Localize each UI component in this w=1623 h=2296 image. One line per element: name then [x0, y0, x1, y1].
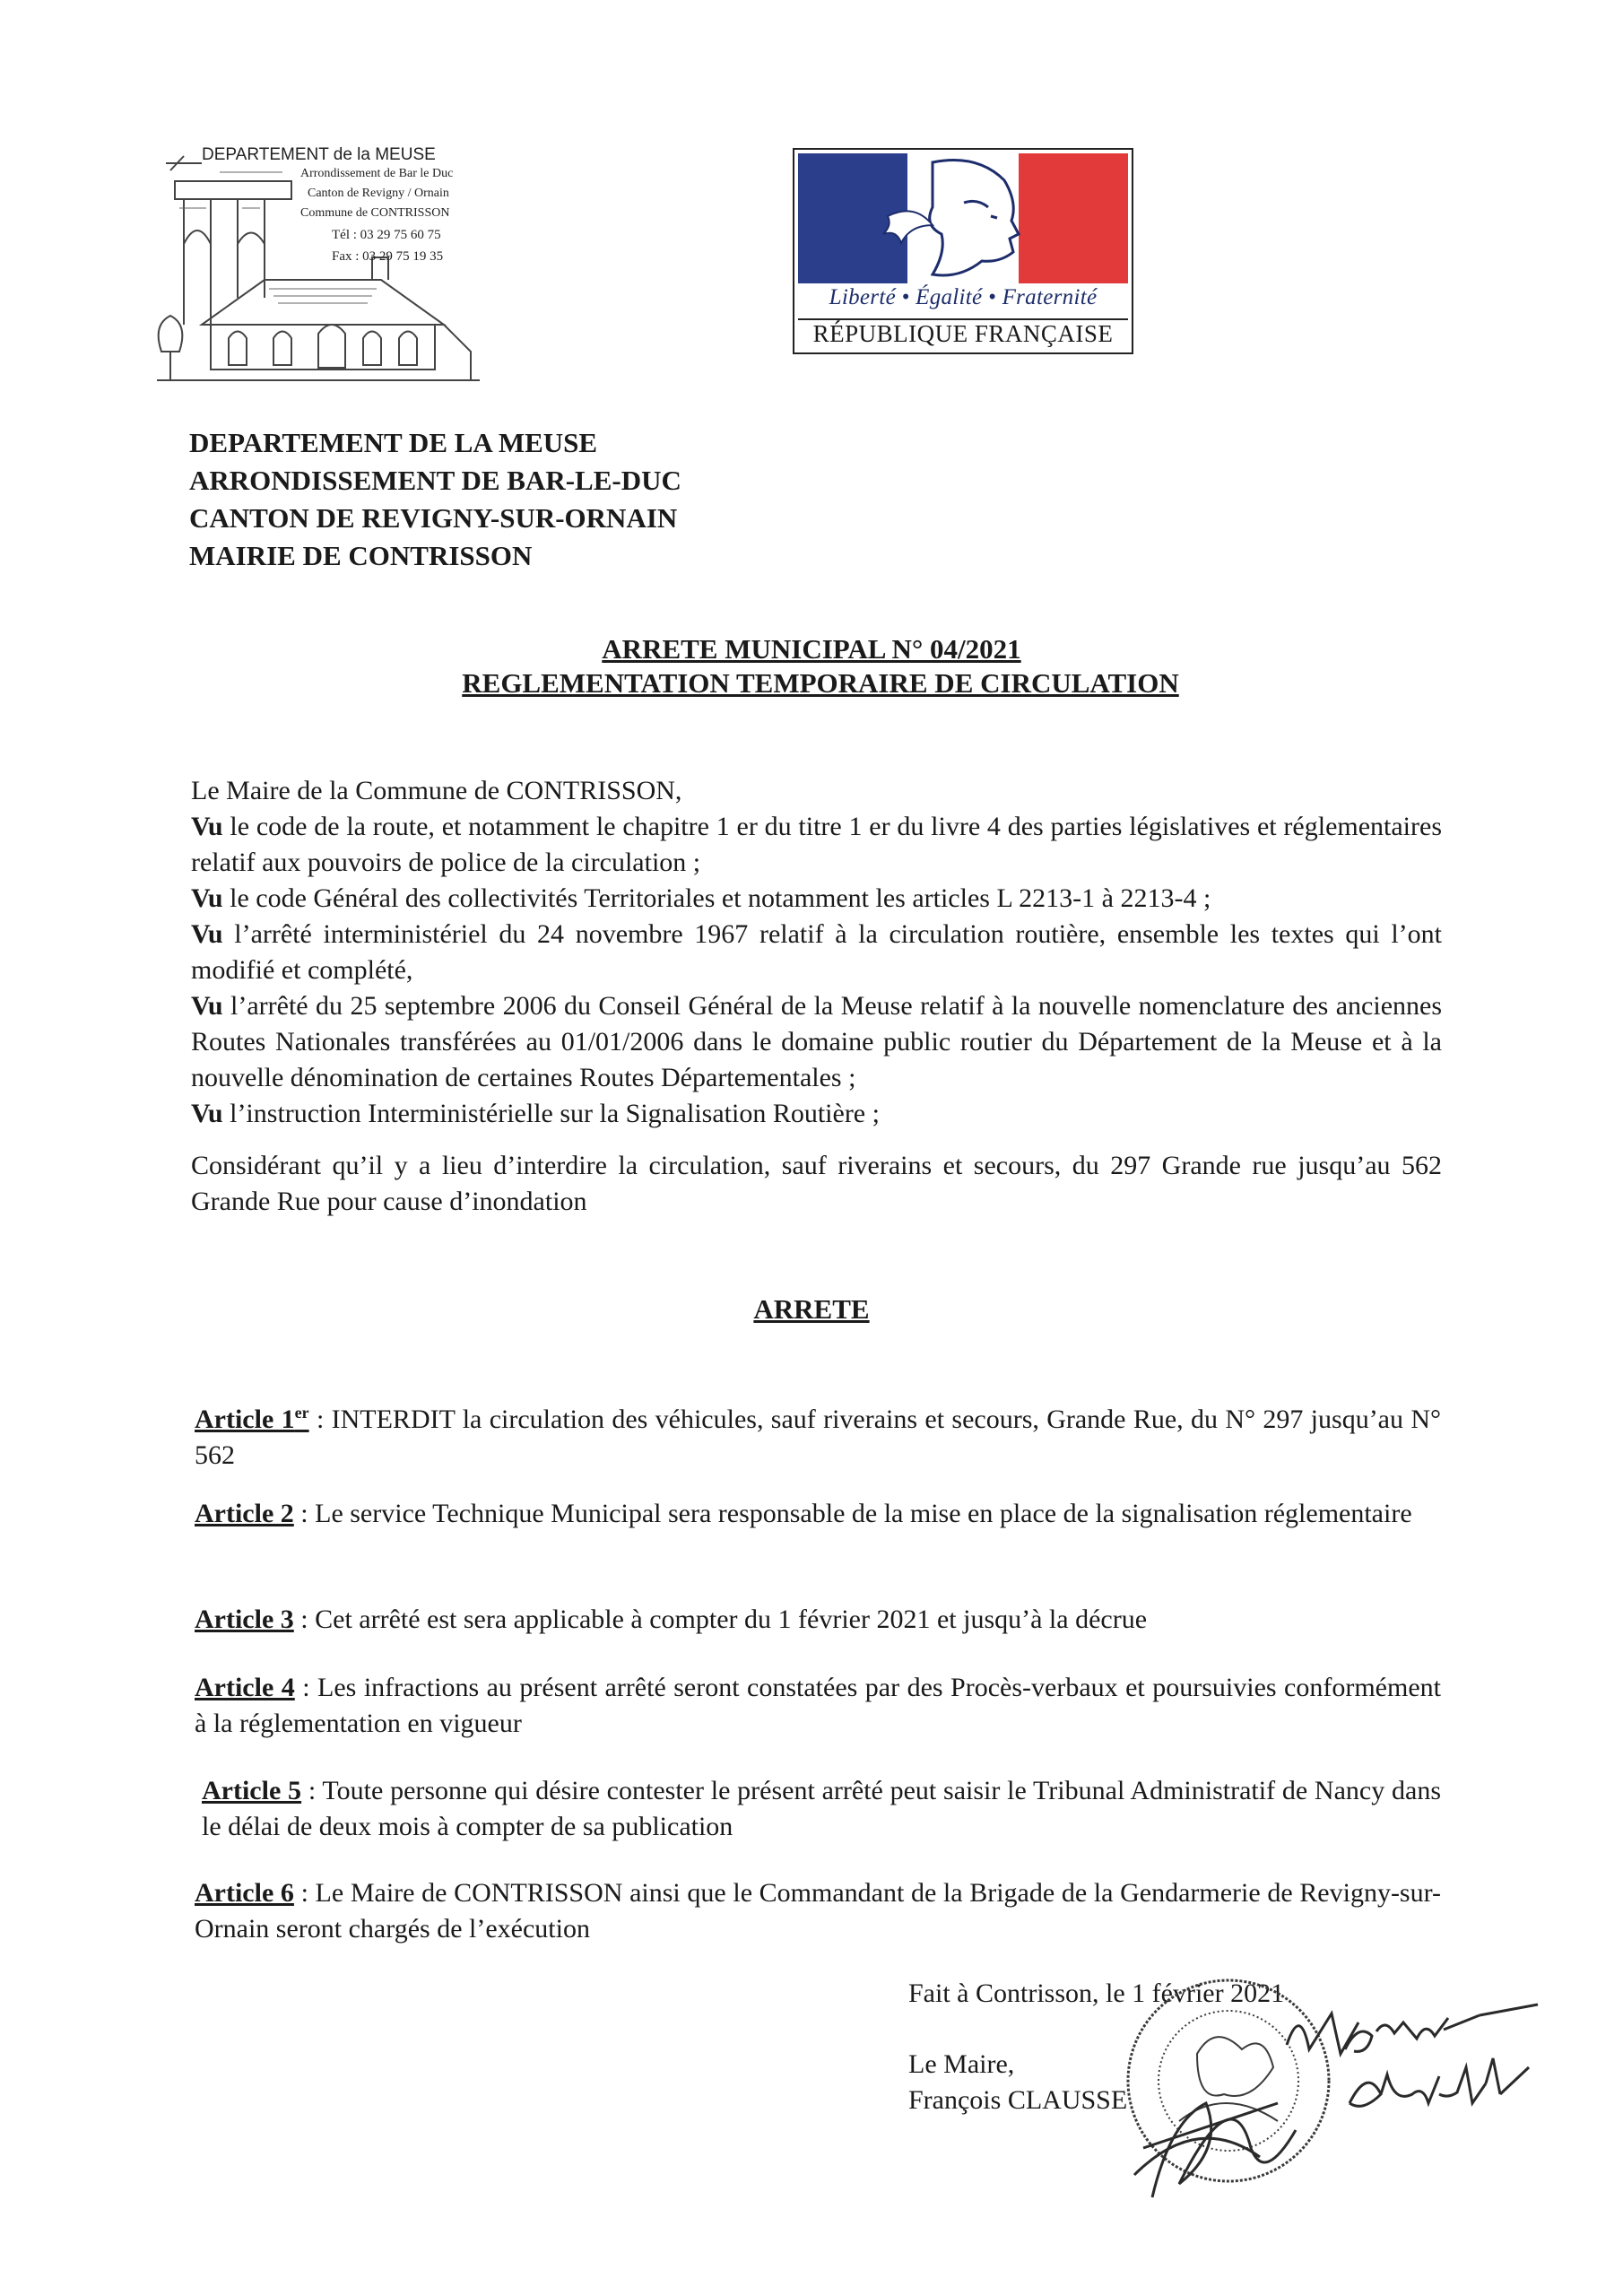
vu-clause: Vu l’arrêté interministériel du 24 novembre 1967 relatif à la circulation routière, ensemble les textes qui l’ont modifié et complété, [191, 919, 1442, 985]
arrete-heading: ARRETE [753, 1293, 870, 1325]
article-4 [195, 1670, 1441, 1742]
article-label: Article 2 [195, 1499, 294, 1528]
letterhead-line: Commune de CONTRISSON [300, 206, 450, 220]
header-arrondissement: ARRONDISSEMENT DE BAR-LE-DUC [189, 465, 681, 496]
article-2 [195, 1496, 1441, 1532]
republic-name: RÉPUBLIQUE FRANÇAISE [812, 320, 1114, 347]
vu-clause: Vu le code Général des collectivités Territoriales et notamment les articles L 2213-1 à 2213-4 ; [191, 883, 1211, 913]
letterhead-line: Tél : 03 29 75 60 75 [332, 228, 441, 242]
place-and-date: Fait à Contrisson, le 1 février 2021 [908, 1979, 1285, 2008]
article-text: : Les infractions au présent arrêté seront constatées par des Procès-verbaux et poursuivies conformément à la réglementation en vigueur [195, 1673, 1441, 1738]
official-stamp-and-signature [1072, 1969, 1574, 2206]
republique-francaise-logo [793, 148, 1133, 354]
header-mairie: MAIRIE DE CONTRISSON [189, 540, 533, 571]
marianne-icon [798, 153, 1128, 283]
considerant-paragraph: Considérant qu’il y a lieu d’interdire la circulation, sauf riverains et secours, du 297 Grande rue jusqu’au 562 Grande Rue pour cause d’inondation [191, 1151, 1442, 1216]
vu-clause: Vu le code de la route, et notamment le chapitre 1 er du titre 1 er du livre 4 des parties législatives et réglementaires relatif aux pouvoirs de police de la circulation ; [191, 812, 1442, 877]
article-label: Article 5 [202, 1776, 302, 1805]
vu-clause: Vu l’arrêté du 25 septembre 2006 du Conseil Général de la Meuse relatif à la nouvelle nomenclature des anciennes Routes Nationales transférées au 01/01/2006 dans le domaine public routier du Département de la Meuse et à la nouvelle dénomination de certaines Routes Départementales ; [191, 991, 1442, 1092]
letterhead-line: Fax : 03 29 75 19 35 [332, 249, 444, 264]
article-1 [195, 1395, 1441, 1474]
letterhead-line: DEPARTEMENT de la MEUSE [202, 145, 436, 164]
vu-clause: Vu l’instruction Interministérielle sur la Signalisation Routière ; [191, 1099, 880, 1128]
article-label: Article 4 [195, 1673, 295, 1702]
letterhead-line: Canton de Revigny / Ornain [308, 187, 449, 200]
article-text: : Cet arrêté est sera applicable à compter du 1 février 2021 et jusqu’à la décrue [293, 1605, 1148, 1634]
article-text: : INTERDIT la circulation des véhicules, sauf riverains et secours, Grande Rue, du N° 297 jusqu’au N° 562 [195, 1405, 1441, 1470]
preamble [191, 773, 1442, 1132]
signatory-name: François CLAUSSE [908, 2085, 1128, 2115]
article-label: Article 1er [195, 1404, 309, 1434]
letterhead-line: Arrondissement de Bar le Duc [300, 167, 454, 180]
decree-subtitle: REGLEMENTATION TEMPORAIRE DE CIRCULATION [462, 667, 1179, 699]
decree-title: ARRETE MUNICIPAL N° 04/2021 [602, 633, 1021, 665]
article-text: : Le Maire de CONTRISSON ainsi que le Commandant de la Brigade de la Gendarmerie de Revigny-sur-Ornain seront chargés de l’exécution [195, 1878, 1441, 1944]
preamble-opening: Le Maire de la Commune de CONTRISSON, [191, 776, 682, 805]
article-label: Article 6 [195, 1878, 294, 1908]
commune-letterhead [148, 145, 489, 387]
article-5 [202, 1773, 1441, 1845]
article-3 [195, 1602, 1441, 1638]
header-department: DEPARTEMENT DE LA MEUSE [189, 427, 598, 458]
town-hall-illustration [148, 145, 489, 387]
administrative-header [189, 424, 681, 575]
signatory-role: Le Maire, [908, 2049, 1015, 2079]
republic-motto: Liberté • Égalité • Fraternité [829, 285, 1098, 309]
header-canton: CANTON DE REVIGNY-SUR-ORNAIN [189, 502, 678, 534]
article-6 [195, 1875, 1441, 1947]
article-text: : Le service Technique Municipal sera responsable de la mise en place de la signalisation réglementaire [293, 1499, 1412, 1528]
article-text: : Toute personne qui désire contester le présent arrêté peut saisir le Tribunal Administratif de Nancy dans le délai de deux mois à compter de sa publication [202, 1776, 1441, 1841]
article-label: Article 3 [195, 1605, 294, 1634]
